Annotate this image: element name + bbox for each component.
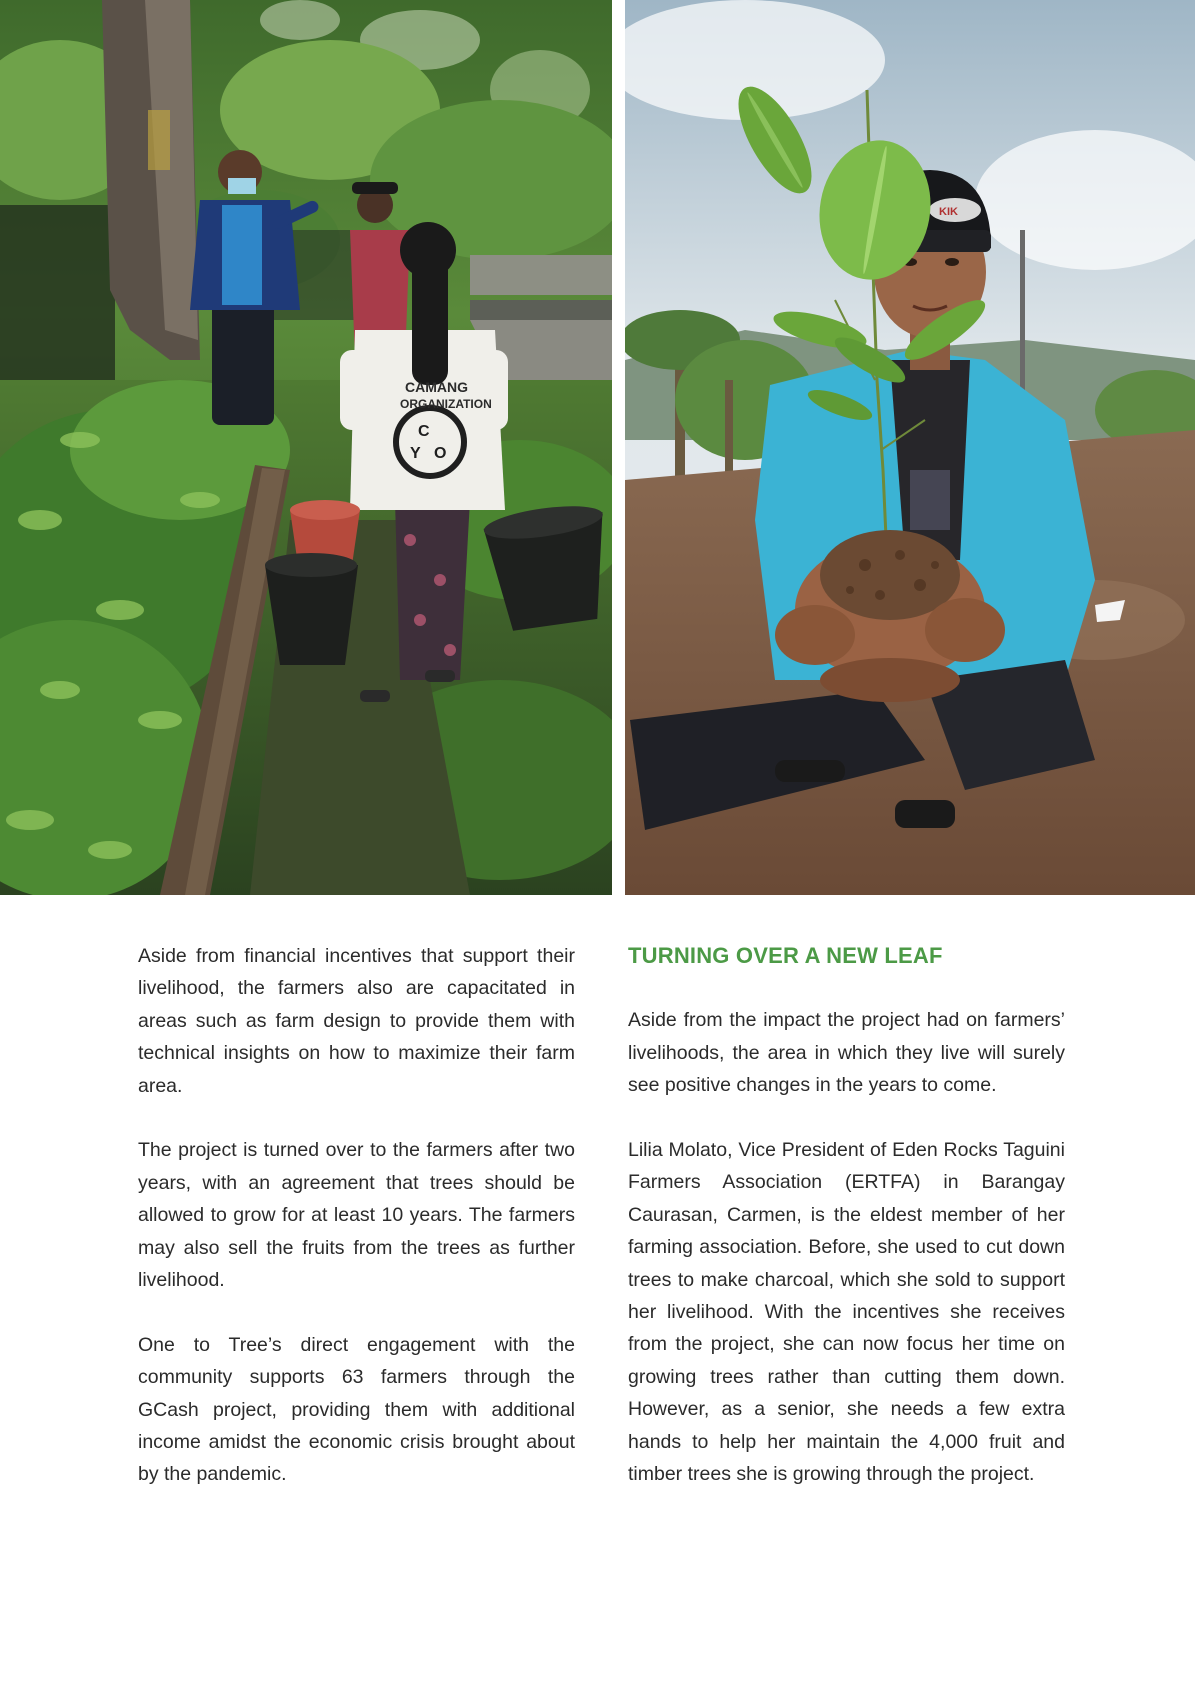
- body-paragraph: One to Tree’s direct engagement with the community supports 63 farmers through the GCash project, providing them with additional income amidst the economic crisis brought about by the pandemic.: [138, 1333, 575, 1486]
- beanie-logo-text: KIK: [939, 206, 958, 218]
- nursery-photo: [0, 0, 612, 895]
- shirt-text-line-2: ORGANIZATION: [400, 397, 492, 411]
- body-paragraph: Aside from financial incentives that support their livelihood, the farmers also are capacitated in areas such as farm design to provide them with technical insights on how to maximize their farm area.: [138, 945, 575, 1097]
- shirt-text-line-1: CAMANG: [405, 379, 468, 395]
- shirt-logo-y: Y: [410, 445, 421, 462]
- body-paragraph: The project is turned over to the farmers after two years, with an agreement that trees should be allowed to grow for at least 10 years. The farmers may also sell the fruits from the trees as further livelihood.: [138, 1139, 575, 1292]
- seedling-portrait-illustration: [625, 0, 1195, 895]
- shirt-logo-o: O: [434, 445, 447, 462]
- shirt-logo-c: C: [418, 423, 430, 440]
- seedling-portrait-photo: [625, 0, 1195, 895]
- body-paragraph: Lilia Molato, Vice President of Eden Rocks Taguini Farmers Association (ERTFA) in Barangay Caurasan, Carmen, is the eldest member of her farming association. Before, she used to cut down trees to make charcoal, which she sold to support her livelihood. With the incentives she receives from the project, she can now focus her time on growing trees rather than cutting them down. However, as a senior, she needs a few extra hands to help her maintain the 4,000 fruit and timber trees she is growing through the project.: [628, 1139, 1065, 1486]
- right-text-column: [628, 940, 1065, 1523]
- section-heading: TURNING OVER A NEW LEAF: [628, 943, 943, 968]
- left-text-column: [138, 940, 575, 1523]
- body-paragraph: Aside from the impact the project had on farmers’ livelihoods, the area in which they live will surely see positive changes in the years to come.: [628, 1009, 1065, 1097]
- nursery-photo-illustration: [0, 0, 612, 895]
